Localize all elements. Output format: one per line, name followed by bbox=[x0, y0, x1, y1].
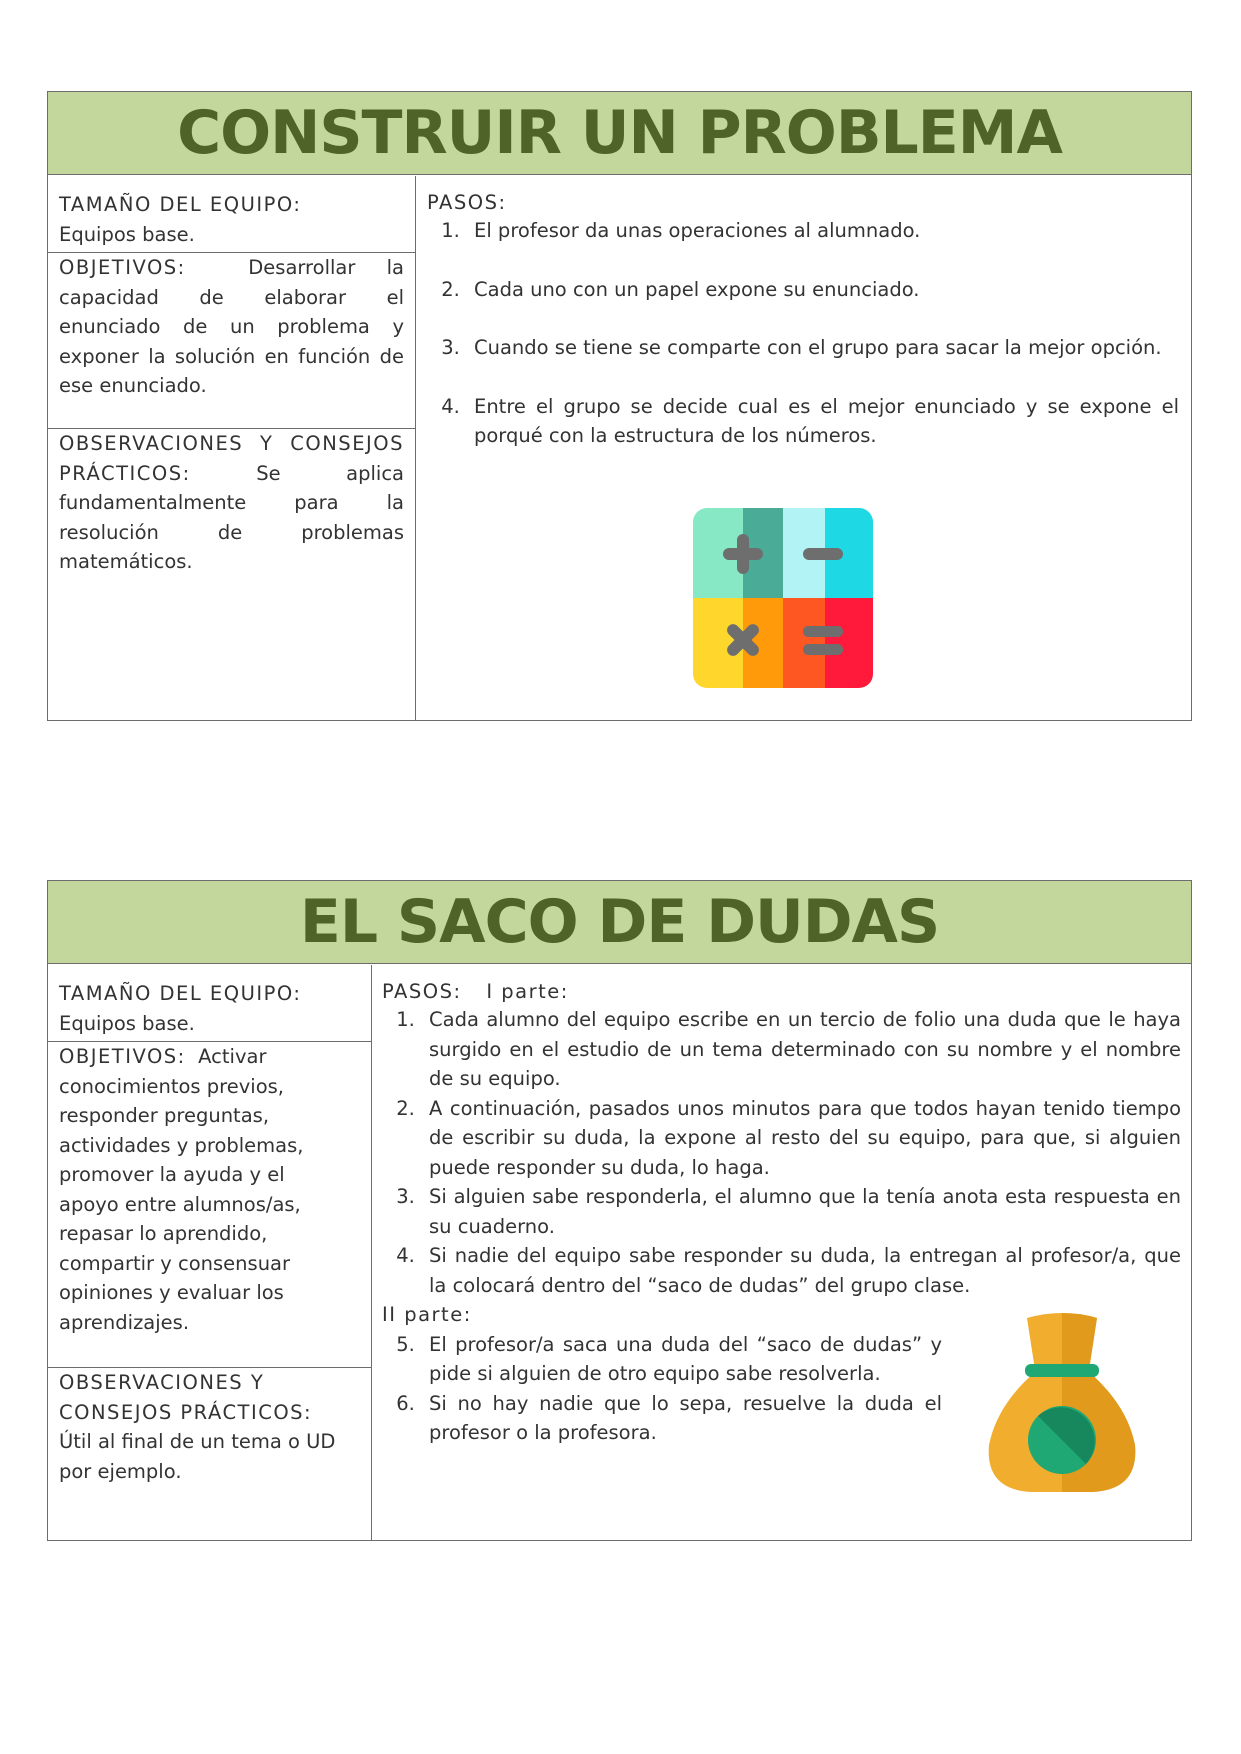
step-text: Cada uno con un papel expone su enunciado. bbox=[474, 277, 920, 301]
step-number: 2. bbox=[396, 1096, 415, 1120]
observations-section bbox=[48, 1367, 371, 1490]
left-column bbox=[48, 965, 372, 1540]
observations-label: OBSERVACIONES Y CONSEJOS PRÁCTICOS: bbox=[59, 432, 404, 485]
card-title: EL SACO DE DUDAS bbox=[48, 881, 1191, 964]
list-item bbox=[382, 1182, 1181, 1241]
step-text: Si no hay nadie que lo sepa, resuelve la duda el profesor o la profesora. bbox=[429, 1391, 942, 1444]
list-item bbox=[427, 392, 1179, 451]
part2-label: II parte: bbox=[382, 1303, 472, 1326]
list-item bbox=[382, 1005, 1181, 1094]
step-number: 6. bbox=[396, 1391, 415, 1415]
step-number: 5. bbox=[396, 1332, 415, 1356]
card-body bbox=[48, 965, 1191, 1540]
step-text: Si alguien sabe responderla, el alumno que la tenía anota esta respuesta en su cuaderno. bbox=[429, 1185, 1181, 1238]
left-column bbox=[48, 176, 416, 720]
steps-part2-list bbox=[382, 1330, 942, 1448]
steps-label: PASOS: bbox=[427, 191, 507, 214]
steps-list bbox=[427, 216, 1179, 451]
steps-part1-list bbox=[382, 1005, 1181, 1300]
list-item bbox=[427, 216, 1179, 246]
card-body bbox=[48, 176, 1191, 720]
objectives-section bbox=[48, 252, 415, 428]
observations-label: OBSERVACIONES Y CONSEJOS PRÁCTICOS: bbox=[59, 1371, 313, 1424]
card-construir-problema bbox=[47, 91, 1192, 721]
card-title: CONSTRUIR UN PROBLEMA bbox=[48, 92, 1191, 175]
step-text: Si nadie del equipo sabe responder su duda, la entregan al profesor/a, que la colocará dentro del “saco de dudas” del grupo clase. bbox=[429, 1244, 1181, 1297]
list-item bbox=[382, 1241, 1181, 1300]
part1-label: I parte: bbox=[486, 980, 569, 1003]
step-number: 4. bbox=[396, 1244, 415, 1267]
team-size-value: Equipos base. bbox=[59, 1011, 195, 1035]
observations-text: Útil al final de un tema o UD por ejemplo. bbox=[59, 1430, 336, 1483]
step-number: 4. bbox=[441, 394, 460, 418]
list-item bbox=[382, 1330, 942, 1389]
objectives-text: Desarrollar la capacidad de elaborar el enunciado de un problema y exponer la solución en función de ese enunciado. bbox=[59, 256, 404, 397]
team-size-label: TAMAÑO DEL EQUIPO: bbox=[59, 193, 302, 216]
step-number: 3. bbox=[441, 336, 460, 359]
step-number: 1. bbox=[441, 219, 460, 242]
step-number: 2. bbox=[441, 277, 460, 301]
step-text: Cuando se tiene se comparte con el grupo para sacar la mejor opción. bbox=[474, 336, 1162, 359]
list-item bbox=[427, 275, 1179, 305]
observations-section bbox=[48, 428, 415, 581]
card-saco-dudas bbox=[47, 880, 1192, 1541]
step-text: El profesor/a saca una duda del “saco de dudas” y pide si alguien de otro equipo sabe resolverla. bbox=[429, 1332, 942, 1385]
team-size-value: Equipos base. bbox=[59, 222, 195, 246]
step-text: Entre el grupo se decide cual es el mejor enunciado y se expone el porqué con la estructura de los números. bbox=[474, 394, 1179, 447]
calculator-icon bbox=[693, 508, 873, 688]
observations-text: Se aplica fundamentalmente para la resolución de problemas matemáticos. bbox=[59, 461, 404, 573]
list-item bbox=[427, 333, 1179, 363]
money-bag-icon bbox=[977, 1310, 1147, 1500]
objectives-text: Activar conocimientos previos, responder preguntas, actividades y problemas, promover la ayuda y el apoyo entre alumnos/as, repasar lo aprendido, compartir y consensuar opiniones y evaluar los aprendizajes. bbox=[59, 1045, 304, 1334]
step-number: 1. bbox=[396, 1008, 415, 1031]
step-text: A continuación, pasados unos minutos para que todos hayan tenido tiempo de escribir su duda, la expone al resto del su equipo, para que, si alguien puede responder su duda, lo haga. bbox=[429, 1096, 1181, 1179]
right-column bbox=[372, 965, 1191, 1540]
step-text: El profesor da unas operaciones al alumnado. bbox=[474, 219, 921, 242]
step-number: 3. bbox=[396, 1185, 415, 1208]
objectives-section bbox=[48, 1041, 371, 1367]
objectives-label: OBJETIVOS: bbox=[59, 1045, 186, 1068]
steps-header bbox=[382, 979, 1181, 1005]
team-size-label: TAMAÑO DEL EQUIPO: bbox=[59, 982, 302, 1005]
list-item bbox=[382, 1389, 942, 1448]
step-text: Cada alumno del equipo escribe en un tercio de folio una duda que le haya surgido en el estudio de un tema determinado con su nombre y el nombre de su equipo. bbox=[429, 1008, 1181, 1090]
steps-label: PASOS: bbox=[382, 980, 462, 1003]
team-size-section bbox=[48, 190, 415, 253]
objectives-label: OBJETIVOS: bbox=[59, 256, 186, 279]
team-size-section bbox=[48, 979, 371, 1042]
right-column bbox=[416, 176, 1191, 720]
list-item bbox=[382, 1094, 1181, 1183]
